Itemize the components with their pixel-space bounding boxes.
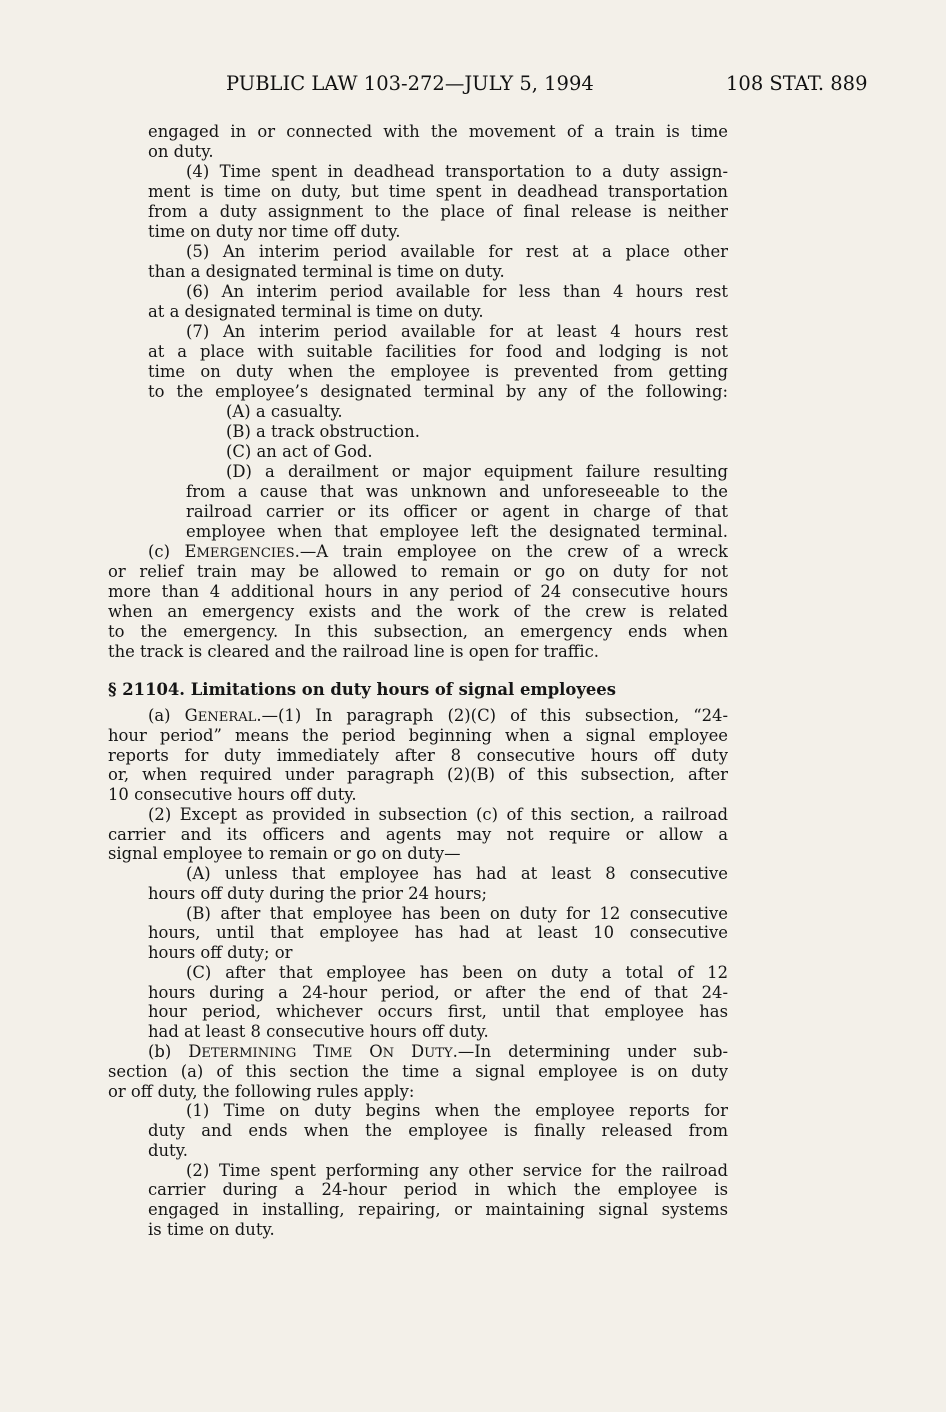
subsection-b-designation: (b) [148,1042,172,1062]
stat-page-number: 108 STAT. 889 [726,72,868,95]
b-para-2-line: engaged in installing, repairing, or maintaining signal systems [148,1200,728,1220]
para-7-line: time on duty when the employee is prevented from getting [148,362,728,381]
para-6-line: at a designated terminal is time on duty. [148,302,484,321]
a-para-2-C-line: hours during a 24-hour period, or after the end of that 24- [148,982,728,1002]
para-7-D-line: (D) a derailment or major equipment failure resulting [226,462,728,481]
subsection-b-first-line-text: .—In determining under sub- [452,1042,728,1062]
small-caps-letters: IME [324,1046,353,1062]
subsection-b-first-line [0,1042,728,1062]
subsection-a-designation: (a) [148,706,171,725]
small-caps-letters: ENERAL [197,710,257,725]
a-para-2-B-line: (B) after that employee has been on duty for 12 consecutive [186,903,728,923]
b-para-1-line: duty. [148,1140,188,1160]
para-4-line: time on duty nor time off duty. [148,222,401,241]
section-21104 [0,680,728,1240]
para-4-line: (4) Time spent in deadhead transportation to a duty assign- [186,162,728,181]
subsection-b-line: section (a) of this section the time a signal employee is on duty [108,1061,728,1081]
a-para-2-A-line: (A) unless that employee has had at least 8 consecutive [186,864,728,884]
a-para-2-line: carrier and its officers and agents may not require or allow a [108,824,728,844]
subsection-c-line: the track is cleared and the railroad line is open for traffic. [108,642,600,661]
para-6-line: (6) An interim period available for less than 4 hours rest [186,282,728,301]
a-para-2-B-line: hours, until that employee has had at least 10 consecutive [148,923,728,943]
subsection-c-heading: EMERGENCIES [184,542,295,561]
para-5-line: than a designated terminal is time on duty. [148,262,505,281]
para-3-end-line: on duty. [148,142,214,161]
para-7-B-line: (B) a track obstruction. [226,422,420,441]
para-7-D-line: employee when that employee left the designated terminal. [186,522,728,541]
para-7-D-line: railroad carrier or its officer or agent in charge of that [186,502,728,521]
a-para-2-C-line: hour period, whichever occurs first, until that employee has [148,1002,728,1022]
para-7-line: to the employee’s designated terminal by any of the following: [148,382,728,401]
para-7-C-line: (C) an act of God. [226,442,373,461]
subsection-c-designation: (c) [148,542,170,561]
subsection-c-first-line [0,542,728,562]
section-21103-continued [0,122,728,662]
subsection-b-heading: DETERMINING TIME ON DUTY [188,1042,453,1062]
a-para-2-B-line: hours off duty; or [148,943,293,963]
para-5-line: (5) An interim period available for rest at a place other [186,242,728,261]
subsection-b-line: or off duty, the following rules apply: [108,1081,415,1101]
subsection-c-line: to the emergency. In this subsection, an emergency ends when [108,622,728,641]
para-7-A-line: (A) a casualty. [226,402,343,421]
b-para-1-line: (1) Time on duty begins when the employee reports for [186,1101,728,1121]
a-para-2-line: signal employee to remain or go on duty— [108,844,461,864]
subsection-a-first-line-text: .—(1) In paragraph (2)(C) of this subsection, “24- [256,706,728,725]
para-7-line: (7) An interim period available for at least 4 hours rest [186,322,728,341]
b-para-2-line: is time on duty. [148,1219,275,1239]
subsection-a-first-line [0,706,728,726]
subsection-a-line: hour period” means the period beginning when a signal employee [108,725,728,745]
subsection-a-line: reports for duty immediately after 8 consecutive hours off duty [108,745,728,765]
b-para-2-line: (2) Time spent performing any other service for the railroad [186,1160,728,1180]
subsection-a-line: 10 consecutive hours off duty. [108,785,357,805]
para-4-line: from a duty assignment to the place of final release is neither [148,202,728,221]
subsection-c-line: or relief train may be allowed to remain or go on duty for not [108,562,728,581]
a-para-2-A-line: hours off duty during the prior 24 hours; [148,883,488,903]
small-caps-letters: MERGENCIES [196,546,295,561]
para-7-D-line: from a cause that was unknown and unforeseeable to the [186,482,728,501]
subsection-a-line: or, when required under paragraph (2)(B) of this subsection, after [108,765,728,785]
section-21104-heading: § 21104. Limitations on duty hours of signal employees [108,680,616,699]
small-caps-letters: UTY [424,1046,453,1062]
running-head-title: PUBLIC LAW 103-272—JULY 5, 1994 [226,72,594,95]
b-para-1-line: duty and ends when the employee is finally released from [148,1121,728,1141]
a-para-2-C-line: had at least 8 consecutive hours off duty. [148,1022,489,1042]
a-para-2-line: (2) Except as provided in subsection (c) of this section, a railroad [148,804,728,824]
subsection-c-line: when an emergency exists and the work of the crew is related [108,602,728,621]
para-3-end-line: engaged in or connected with the movement of a train is time [148,122,728,141]
subsection-a-heading: GENERAL [184,706,257,725]
small-caps-letters: N [382,1046,395,1062]
subsection-c-line: more than 4 additional hours in any period of 24 consecutive hours [108,582,728,601]
small-caps-letters: ETERMINING [201,1046,297,1062]
para-7-line: at a place with suitable facilities for food and lodging is not [148,342,728,361]
b-para-2-line: carrier during a 24-hour period in which the employee is [148,1180,728,1200]
a-para-2-C-line: (C) after that employee has been on duty a total of 12 [186,962,728,982]
para-4-line: ment is time on duty, but time spent in deadhead transportation [148,182,728,201]
subsection-c-first-line-text: .—A train employee on the crew of a wreck [294,542,728,561]
